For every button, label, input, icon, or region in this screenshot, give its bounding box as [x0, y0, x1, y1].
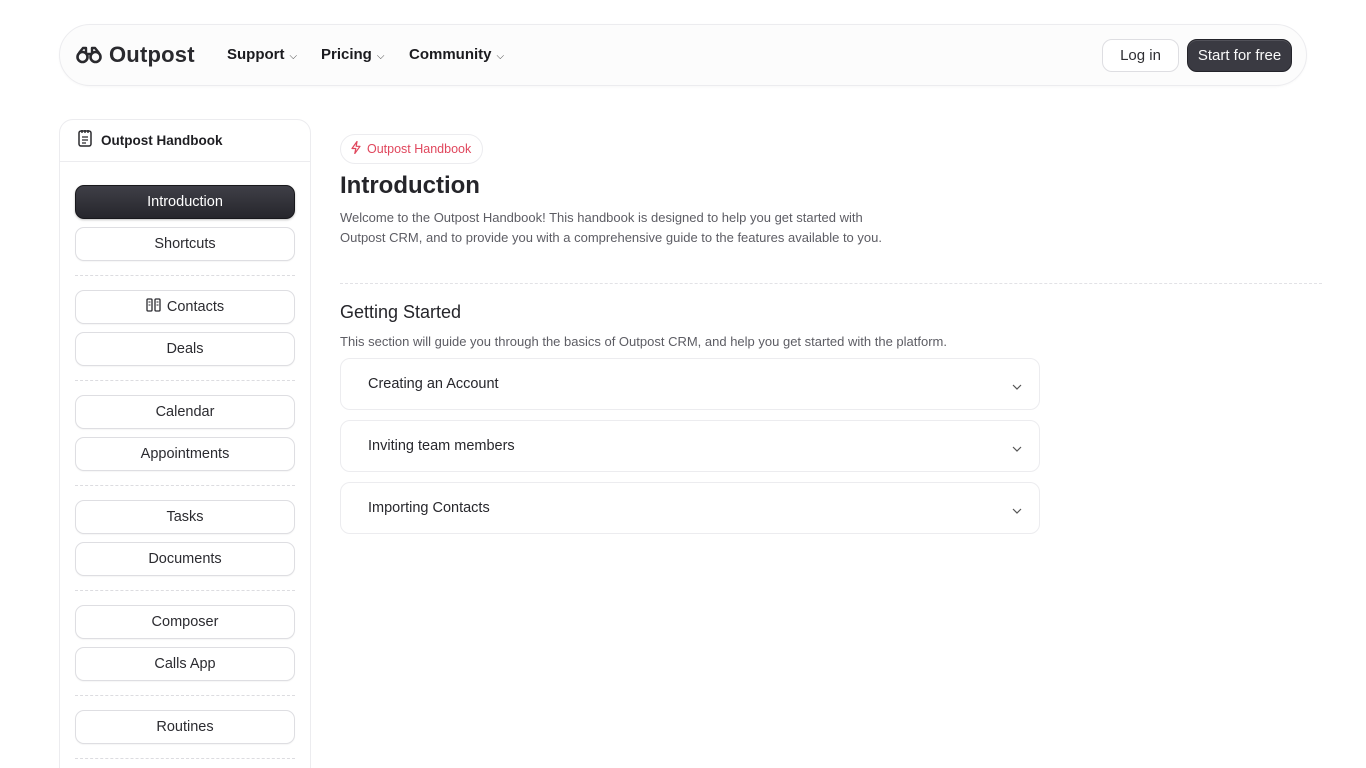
section-description: This section will guide you through the basics of Outpost CRM, and help you get started with the platform.: [340, 334, 947, 349]
sidebar-divider: [75, 758, 295, 759]
top-navbar: [59, 24, 1307, 86]
sidebar-title: Outpost Handbook: [101, 133, 223, 148]
sidebar-divider: [75, 275, 295, 276]
sidebar-item-label: Tasks: [166, 509, 204, 525]
lightning-icon: [351, 141, 361, 157]
sidebar-item-tasks[interactable]: [75, 500, 295, 534]
logo-text: Outpost: [109, 42, 195, 67]
sidebar-item-composer[interactable]: [75, 605, 295, 639]
accordion-importing-contacts[interactable]: [340, 482, 1040, 534]
sidebar-divider: [75, 695, 295, 696]
handbook-badge: [340, 134, 483, 164]
accordion-title: Importing Contacts: [368, 500, 490, 516]
notebook-icon: [77, 129, 93, 152]
chevron-down-icon: ⌵: [289, 51, 298, 62]
sidebar-item-routines[interactable]: [75, 710, 295, 744]
contacts-icon: [146, 298, 162, 316]
sidebar-item-label: Introduction: [147, 194, 223, 210]
badge-label: Outpost Handbook: [367, 142, 472, 156]
sidebar-item-label: Deals: [166, 341, 204, 357]
sidebar-item-label: Calls App: [154, 656, 216, 672]
sidebar-item-appointments[interactable]: [75, 437, 295, 471]
section-divider: [340, 283, 1322, 284]
nav-pricing-label: Pricing: [321, 46, 372, 63]
sidebar-item-introduction[interactable]: [75, 185, 295, 219]
nav-support[interactable]: [227, 45, 297, 65]
chevron-down-icon: [1012, 440, 1022, 458]
start-for-free-button[interactable]: Start for free: [1187, 39, 1292, 72]
accordion-creating-an-account[interactable]: [340, 358, 1040, 410]
chevron-down-icon: [1012, 502, 1022, 520]
nav-community[interactable]: [409, 45, 504, 65]
chevron-down-icon: ⌵: [496, 51, 505, 62]
sidebar-item-documents[interactable]: [75, 542, 295, 576]
sidebar-item-label: Contacts: [166, 299, 225, 315]
sidebar-divider: [75, 590, 295, 591]
sidebar-item-label: Shortcuts: [154, 236, 216, 252]
accordion-title: Creating an Account: [368, 376, 499, 392]
sidebar-item-label: Routines: [156, 719, 214, 735]
sidebar-item-label: Calendar: [155, 404, 215, 420]
section-title: Getting Started: [340, 302, 462, 322]
nav-pricing[interactable]: [321, 45, 384, 65]
sidebar-item-label: Appointments: [140, 446, 230, 462]
sidebar-item-contacts[interactable]: [75, 290, 295, 324]
sidebar-item-label: Documents: [148, 551, 222, 567]
binoculars-icon: [76, 46, 102, 64]
sidebar-divider: [75, 485, 295, 486]
sidebar-item-shortcuts[interactable]: [75, 227, 295, 261]
intro-paragraph: Welcome to the Outpost Handbook! This handbook is designed to help you get started with Outpost CRM, and to provide you with a comprehensive guide to the features available to you.: [340, 210, 882, 245]
nav-support-label: Support: [227, 46, 285, 63]
chevron-down-icon: [1012, 378, 1022, 396]
accordion-inviting-team-members[interactable]: [340, 420, 1040, 472]
accordion-title: Inviting team members: [368, 438, 515, 454]
page-title: Introduction: [340, 172, 480, 199]
handbook-sidebar: [59, 119, 311, 768]
chevron-down-icon: ⌵: [376, 51, 385, 62]
login-button[interactable]: Log in: [1102, 39, 1179, 72]
sidebar-item-calls-app[interactable]: [75, 647, 295, 681]
sidebar-divider: [75, 380, 295, 381]
logo[interactable]: [76, 43, 195, 67]
sidebar-item-deals[interactable]: [75, 332, 295, 366]
nav-community-label: Community: [409, 46, 492, 63]
sidebar-item-label: Composer: [151, 614, 219, 630]
sidebar-item-calendar[interactable]: [75, 395, 295, 429]
sidebar-header: [60, 120, 310, 162]
